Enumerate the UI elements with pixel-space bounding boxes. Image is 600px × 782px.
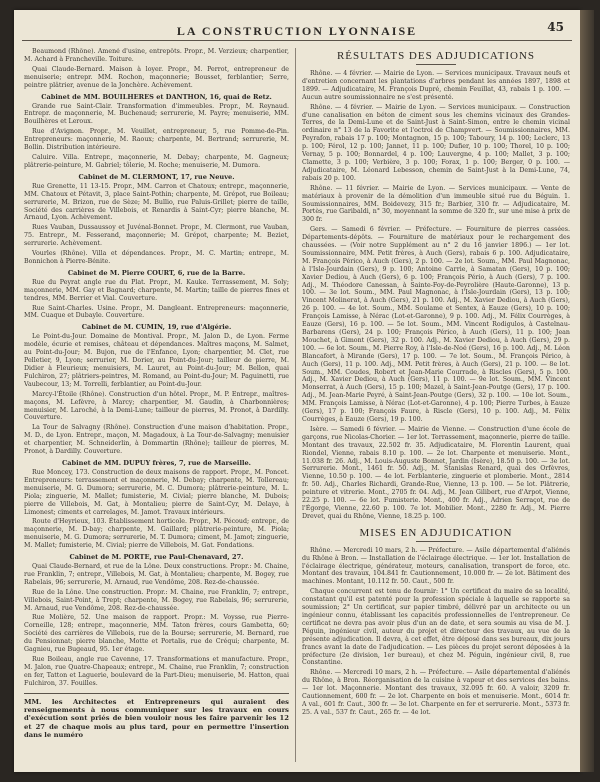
adjudication-result: Gers. — Samedi 6 février. — Préfecture. — Fourniture de pierres cassées. Départements-dépôts. — Fourniture de matériaux pour le rechargement des chaussées. — (Voir notre Supplément au n° 2 du 16 janvier 1896.) — 1er lot. Soumissionnaire, MM. Petit frères, à Auch (Gers), rabais 6 p. 100. Adjudicataire, M. François Périco, à Auch (Gers), 2 p. 100. — 2e lot. Soum., MM. Paul Magnonac, à l'Isle-Jourdain (Gers), 9 p. 100; Antoine Carrie, à Samatan (Gers), 10 p. 100; Xavier Dediou, à Auch (Gers), 6 p. 100; François Pério, à Auch (Gers), 7 p. 100. Adj., M. Théodore Canessan, à Sainte-Foy-de-Peyrolière (Haute-Garonne), 13 p. 100. — 3e lot. Soum., MM. Paul Magnonac, à l'Isle-Jourdain (Gers), 13 p. 100; Vincent Molinerat, à Auch (Gers), 21 p. 100. Adj., M. Xavier Dediou, à Auch (Gers), 26 p. 100. — 4e lot. Soum., MM. Soulame et Sentex, à Eauze (Gers), 10 p. 100; François Lamisse, à Nérac (Lot-et-Garonne), 9 p. 100. Adj., M. Félix Courrèges, à Eauze (Gers), 16 p. 100. — 5e lot. Soum., MM. Vincent Rodigulos, à Castelnau-Barbarens (Gers), 24 p. 100; François Périco, à Auch (Gers), 11 p. 100; Jean Mouchet, à Gimont (Gers), 32 p. 100. Adj., M. Xavier Dediou, à Auch (Gers), 29 p. 100. — 6e lot. Soum., M. Pierre Roy, à l'Isle-de-Noé (Gers), 16 p. 100. Adj., M. Léon Blancafort, à Mirande (Gers), 17 p. 100. — 7e lot. Soum., M. François Périco, à Auch (Gers), 11 p. 100. Adj., MM. Petit frères, à Auch (Gers), 21 p. 100. — 8e lot. Soum., MM. Coudes, Robert et Jean-Marie Courrade, à Riscles (Gers), 5 p. 100. Adj., M. Xavier Dediou, à Auch (Gers), 11 p. 100. — 9e lot. Soum., MM. Vincent Monserrat, à Auch (Gers), 15 p. 100; Mazel, à Saint-Jean-Poutge (Gers), 17 p. 100. Adj., M. Jean-Marie Peyré, à Saint-Jean-Poutge (Gers), 32 p. 100. — 10e lot. Soum., MM. François Lamisse, à Nérac (Lot-et-Garonne), 4 p. 100; Pierre Turbes, à Eauze (Gers), 17 p. 100; François Faure, à Riscle (Gers), 10 p. 100. Adj., M. Félix Courrèges, à Eauze (Gers), 19 p. 100. <box>302 226 570 423</box>
results-list <box>302 70 570 521</box>
work-entry: Rue Boileau, angle rue Cavenne, 17. Transformations et manufacture. Propr., M. Jalon, rue Quatre-Chapeaux; entrepr., M. Chaine, rue Franklin, 7; construction en fer, Tatton et Laguerie, boulevard de la Part-Dieu; menuiserie, M. Hatton, quai Fulchiron, 37. Fouilles. <box>24 656 289 687</box>
cabinet-heading: Cabinet de M. CLERMONT, 17, rue Neuve. <box>78 172 235 181</box>
right-column <box>302 48 570 764</box>
work-entry: Vourles (Rhône). Villa et dépendances. Propr., M. C. Martin; entrepr., M. Bonnichon à Pierre-Bénite. <box>24 250 289 265</box>
adjudication-result: Rhône. — 11 février. — Mairie de Lyon. — Services municipaux. — Vente de matériaux à provenir de la démolition d'un immeuble situé rue du Béguin. 1. Soumissionnaires, MM. Boidevezy, 315 fr.; Barbier, 310 fr. — Adjudicataire, M. Portès, rue Garibaldi, n° 30, moyennant la somme de 320 fr., sur une mise à prix de 300 fr. <box>302 184 570 224</box>
book-spine <box>580 10 594 772</box>
page-number: 45 <box>547 20 564 34</box>
adjudication-result: Rhône. — 4 février. — Mairie de Lyon. — Services municipaux. Travaux neufs et d'entretien concernant les plantations d'arbres pendant les années 1897, 1898 et 1899. — Adjudicataire, M. François Dupré, chemin Feuillat, 43, rabais 1 p. 100. — Aucun autre soumissionnaire ne s'est présenté. <box>302 70 570 101</box>
heading-rule <box>416 541 456 542</box>
column-divider <box>295 48 296 762</box>
cabinet-heading: Cabinet de M. Pierre COURT, 6, rue de la Barre. <box>67 268 246 277</box>
page-header <box>14 20 580 42</box>
cabinet-heading: Cabinet de MM. DUPUY frères, 7, rue de Marseille. <box>62 458 251 467</box>
work-entry: Rue Moncey, 173. Construction de deux maisons de rapport. Propr., M. Poncet. Entrepreneurs: terrassement et maçonnerie, M. Debay; charpente, M. Tollereau; menuiserie, M. G. Dumora; serrurerie, M. C. Dumora; plâtrerie-peinture, M. L. Piola; zinguerie, M. Mallet; fumisterie, M. Civial; pierre blanche, M. Dubois; pierre de Villebois, M. Gat, à Montalieu; pierre de Saint-Cyr, M. Delaye, à Limonest; ciments et carrelages, M. Jamot. Travaux intérieurs. <box>24 468 289 516</box>
journal-title: LA CONSTRUCTION LYONNAISE <box>176 24 418 38</box>
mises-heading: MISES EN ADJUDICATION <box>359 526 513 539</box>
adjudication-notice: Rhône. — Mercredi 10 mars, 2 h. — Préfecture. — Asile départemental d'aliénés du Rhône à Bron. — Installation de l'éclairage électrique. — 1er lot. Installation de l'éclairage électrique, générateur, moteurs, canalisation, transport de force, etc. Montant des travaux, 104.841 fr. Cautionnement, 10.000 fr. — 2e lot. Bâtiment des machines. Montant, 10.112 fr. 50. Caut., 500 fr. <box>302 546 570 586</box>
results-heading: RÉSULTATS DES ADJUDICATIONS <box>336 50 536 62</box>
adjudication-result: Isère. — Samedi 6 février. — Mairie de Vienne. — Construction d'une école de garçons, rue Nicolas-Chorier. — 1er lot. Terrassement, maçonnerie, pierre de taille. Montant des travaux, 22.502 fr. 35. Adjudicataire, M. Florentin Laurent, quai Riondel, Vienne, rabais 8.10 p. 100. — 2e lot. Charpente et menuiserie. Mont., 11.038 fr. 26. Adj., M. Louis-Auguste Bonnet, Jardin (Isère), 18.50 p. 100. — 3e lot. Serrurerie. Mont., 1461 fr. 50. Adj., M. Stanislas Renard, quai des Orfèvres, Vienne, 10.50 p. 100. — 4e lot. Ferblanterie, zinguerie et plomberie. Mont., 2814 fr. 50. Adj., Charles Richardi, Grande-Rue, Vienne, 13 p. 100. — 5e lot. Plâtrerie, peinture et vitrerie. Mont., 2705 fr. 04. Adj., M. Jean Gilibert, rue d'Arpot, Vienne, 22.25 p. 100. — 6e lot. Fumisterie. Mont., 400 fr. Adj., Adrien Serraçot, rue de l'Égorge, Vienne, 22.60 p. 100. 7e lot. Mobilier. Mont., 2280 fr. Adj., M. Pierre Drevet, quai du Rhône, Vienne, 18.25 p. 100. <box>302 425 570 520</box>
cabinet-heading: Cabinet de M. CUMIN, 19, rue d'Algérie. <box>81 323 232 332</box>
work-entry: Quai Claude-Bernard. Maison à loyer. Propr., M. Perrot, entrepreneur de menuiserie; entrepr. MM. Rochon, maçonnerie; Bousset, ferblantier; Serre, peintre plâtrier, avenue de la Jonchère. Achèvement. <box>24 65 289 89</box>
work-entry: Le Point-du-Jour. Domaine de Montival. Propr., M. Jalon D., de Lyon. Ferme modèle, écurie et remises, château et dépendances. Maîtres maçons, M. Salmet, au Point-du-Jour; M. Bujon, rue de l'Enfance, Lyon; charpentier, M. Clet, rue Pelletier, 9, Lyon; serrurier, M. Dorier, au Point-du-Jour; tailleur de pierre, M. Didier à Fleurieux; menuisiers, M. Lauret, au Point-du-Jour; M. Bellon, quai Fulchiron, 27; plâtriers-peintres, M. Romand, au Point-du-Jour; M. Paguinetti, rue Vaubecour, 13; M. Torrelli, ferblantier, au Point-du-Jour. <box>24 333 289 388</box>
work-entry: Rues Vauban, Dussaussoy et Juvénal-Bonnet. Propr., M. Clermont, rue Vauban, 75. Entrepr., M. Fesserand, maçonnerie; M. Grépot, charpente; M. Beziet, serrurerie. Achèvement. <box>24 224 289 248</box>
work-entry: Rue Saint-Charles. Usine. Propr., M. Dangleant. Entrepreneurs: maçonnerie, MM. Cuaque et Dubayle. Couverture. <box>24 304 289 320</box>
work-entry: Rue Grenette, 11 13-15. Propr., MM. Carron et Chatoux; entrepr., maçonnerie, MM. Chatoux et Pétavit, 3, place Saint-Pothin; charpente, M. Grépot, rue Boileau; serrurerie, M. Brizon, rue de Sèze; M. Bullio, rue Paluis-Grillet; pierre de taille, Société des carrières de Villebois, et Renardis à Saint-Cyr; pierre blanche, M. Arnaud, Lyon. Achèvement. <box>24 182 289 222</box>
mises-list <box>302 547 570 717</box>
work-entry: Rue Molière, 52. Une maison de rapport. Propr.: M. Voysse, rue Pierre-Corneille, 128; entrepr., maçonnerie, MM. Taton frères, cours Gambetta, 60; Société des carrières de Villebois, rue de la Bourse; serrurerie, M. Bernard, rue du Pensionnat; pierre blanche, Motte et Portalis, rue de Créqui; charpente, M. Gagnieu, rue Bugeaud, 95. 1er étage. <box>24 614 289 654</box>
adjudication-notice: Chaque concurrent est tenu de fournir: 1° Un certificat du maire de sa localité, constatant qu'il est patenté pour la profession spéciale à laquelle se rapporte sa soumission; 2° Un certificat, sur papier timbré, délivré par un architecte ou un ingénieur connu, établissant les capacités professionnelles de l'entrepreneur. Ce certificat ne devra pas avoir plus d'un an de date, et sera soumis au visa de M. J. Péguin, ingénieur civil, auteur du projet et directeur des travaux, au vue de la présente adjudication. Il devra, à cet effet, être déposé dans ses bureaux, dix jours francs avant la date de l'adjudication. — Les pièces du projet seront déposées à la préfecture (2e division, 1er bureau), et chez M. Péguin, ingénieur civil, 8, rue Constantine. <box>302 588 570 667</box>
work-entry: Rue de la Lône. Une construction. Propr.: M. Chaine, rue Franklin, 7; entrepr., Villebois, Saint-Point, à Trept; charpente, M. Bogey, rue Rabelais, 96; serrurerie, M. Arnaud, rue Vendôme, 208. Rez-de-chaussée. <box>24 588 289 612</box>
journal-page <box>14 10 580 772</box>
work-entry: Grande rue Saint-Clair. Transformation d'immeubles. Propr., M. Reynaud. Entrepr. de maçonnerie, M. Buchenaud; serrurerie, M. Payre; menuiserie, MM. Bouilhères et Leroux. <box>24 102 289 126</box>
work-entry: Quai Claude-Bernard, et rue de la Lône. Deux constructions. Propr.: M. Chaine, rue Franklin, 7; entrepr., Villebois, M. Gat, à Montalieu; charpente, M. Bogey, rue Rabelais, 96; serrurerie, M. Arnaud, rue Vendôme, 208. Rez-de-chaussée. <box>24 563 289 586</box>
left-column <box>24 48 289 764</box>
adjudication-notice: Rhône. — Mercredi 10 mars, 2 h. — Préfecture. — Asile départemental d'aliénés du Rhône, à Bron. Réorganisation de la cuisine à vapeur et des services des bains. — 1er lot. Maçonnerie. Montant des travaux, 32.095 fr. 60. A valoir, 3209 fr. Cautionnement, 600 fr. — 2e lot. Charpente en bois et menuiserie. Mont., 6014 fr. A val., 601 fr. Caut., 300 fr. — 3e lot. Charpente en fer et serrurerie. Mont., 5373 fr. 25. A val., 537 fr. Caut., 265 fr. — 4e lot. <box>302 669 570 716</box>
work-entry: Rue du Peyrat angle rue du Plat. Propr., M. Kauke. Terrassement, M. Soly; maçonnerie, MM. Gay et Bagnard; charpente, M. Martin; taille de pierres fines et tendres, MM. Berrier et Vial. Couverture. <box>24 278 289 302</box>
work-entry: La Tour de Salvagny (Rhône). Construction d'une maison d'habitation. Propr., M. D., de Lyon. Entrepr., maçon, M. Magadoux, à La Tour-de-Salvagny; menuisier et charpentier, M. Schneiderlin, à Dommartin (Rhône); tailleur de pierres, M. Pronot, à Dardilly. Couverture. <box>24 424 289 456</box>
cabinet-heading: Cabinet de M. PORTE, rue Paul-Chenavard, 27. <box>69 553 244 562</box>
work-entry: Marcy-l'Étoile (Rhône). Construction d'un hôtel. Propr., M. P. Entrepr., maîtres-maçons, M. Lefèvre, à Marcy; charpentier, M. Gaudin, à Charbonnières; menuisier, M. Laroché, à la Demi-Lune; tailleur de pierres, M. Pronot, à Dardilly. Couverture. <box>24 390 289 422</box>
work-entry: Beaumond (Rhône). Amené d'usine, entrepôts. Propr., M. Verzieux; charpentier, M. Achard à Francheville. Toiture. <box>24 48 289 63</box>
work-entry: Route d'Heyrieux, 103. Établissement horticole. Propr., M. Pécoud; entrepr., de maçonnerie, M. D-bay; charpente, M. Gaillard; plâtrerie-peinture, M. Piola; menuiserie, M. G. Dumora; serrurerie, M. T. Dumora; ciment, M. Jamot; zinguerie, M. Mallet; fumisterie, M. Civial; pierre de Villebois, M. Gat. Fondations. <box>24 518 289 550</box>
header-rule <box>22 40 572 41</box>
heading-rule <box>416 64 456 65</box>
work-entry: Caluire. Villa. Entrepr., maçonnerie, M. Debay; charpente, M. Gagneux; plâtrerie-peinture, M. Gabriel; tôlerie, M. Roche; menuiserie, M. Dumora. <box>24 153 289 169</box>
work-entry: Rue d'Avignon. Propr., M. Veuillet, entrepreneur, 5, rue Pomme-de-Pin. Entrepreneurs: maçonnerie, M. Raoux; charpente, M. Bertrand; serrurerie, M. Bollin. Distribution intérieure. <box>24 128 289 152</box>
adjudication-result: Rhône. — 4 février. — Mairie de Lyon. — Services municipaux. — Construction d'une canalisation en béton de ciment sous les chemins vicinaux des Grandes-Terres, de la Demi-Lune et de Saint-Just à Saint-Simon, entre le chemin vicinal ordinaire n° 13 de la Favorite et l'octroi de Champvert. — Soumissionnaires, MM. Peyrafon, rabais 17 p. 100; Montagnon, 15 p. 100; Taboury, 14 p. 100; Leclerc, 13 p. 100; Férol, 12 p. 100; Jannet, 11 p. 100; Dufier, 10 p. 100; Thorel, 10 p. 100; Vernay, 5 p. 100; Bonnardel, 4 p. 100; Lauvergne, 4 p. 100; Mallet, 3 p. 100; Clamette, 3 p. 100; Verbière, 3 p. 100; Forax, 1 p. 100; Berger, 0 p. 100. — Adjudicataire, M. Léonard Lebesson, chemin de Saint-Just à la Demi-Lune, 74, rabais 20 p. 100. <box>302 103 570 182</box>
notice-to-architects: MM. les Architectes et Entrepreneurs qui auraient des renseignements à nous communiquer sur les travaux en cours d'exécution sont priés de bien vouloir nous les faire parvenir les 12 et 27 de chaque mois au plus tard, pour en permettre l'insertion dans le numéro <box>24 693 289 740</box>
cabinet-heading: Cabinet de MM. BOUILHERES et DANTHON, 16, quai de Retz. <box>41 92 272 101</box>
